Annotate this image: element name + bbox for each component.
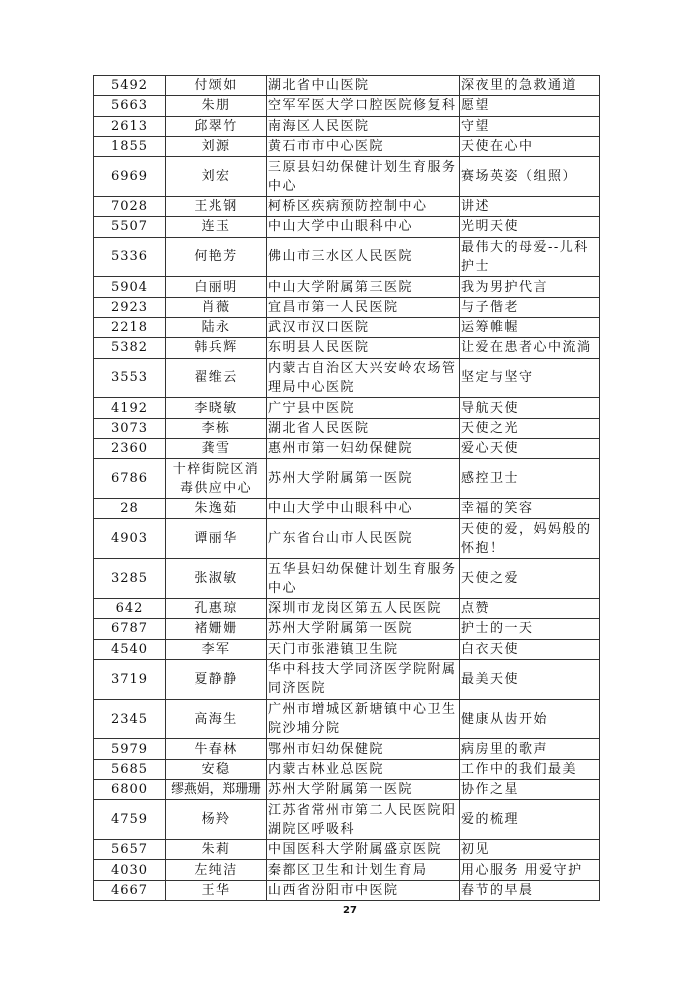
organization: 南海区人民医院 <box>267 116 460 136</box>
entry-id: 28 <box>94 499 166 519</box>
entrant-name: 牛春林 <box>166 739 267 759</box>
work-title: 白衣天使 <box>460 639 600 659</box>
table-row <box>94 639 600 659</box>
entrant-name: 安稳 <box>166 759 267 779</box>
organization: 惠州市第一妇幼保健院 <box>267 438 460 458</box>
entrant-name: 翟维云 <box>166 358 267 398</box>
entrant-name: 孔惠琼 <box>166 598 267 618</box>
entry-id: 6800 <box>94 780 166 800</box>
entrant-name: 王华 <box>166 880 267 900</box>
work-title: 协作之星 <box>460 780 600 800</box>
table-row <box>94 358 600 398</box>
entry-id: 2613 <box>94 116 166 136</box>
organization: 华中科技大学同济医学院附属同济医院 <box>267 659 460 699</box>
entrant-name: 付颂如 <box>166 76 267 96</box>
table-row <box>94 338 600 358</box>
entrant-name: 龚雪 <box>166 438 267 458</box>
table-row <box>94 780 600 800</box>
table-row <box>94 96 600 116</box>
organization: 中山大学中山眼科中心 <box>267 217 460 237</box>
entrant-name: 朱莉 <box>166 840 267 860</box>
table-row <box>94 759 600 779</box>
entrant-name: 白丽明 <box>166 277 267 297</box>
work-title: 幸福的笑容 <box>460 499 600 519</box>
entrant-name: 缪燕娟，郑珊珊 <box>166 780 267 800</box>
organization: 苏州大学附属第一医院 <box>267 780 460 800</box>
work-title: 工作中的我们最美 <box>460 759 600 779</box>
organization: 天门市张港镇卫生院 <box>267 639 460 659</box>
organization: 中国医科大学附属盛京医院 <box>267 840 460 860</box>
entry-id: 5492 <box>94 76 166 96</box>
table-row <box>94 800 600 840</box>
work-title: 最美天使 <box>460 659 600 699</box>
table-row <box>94 840 600 860</box>
organization: 佛山市三水区人民医院 <box>267 237 460 277</box>
entry-id: 6969 <box>94 157 166 197</box>
entrant-name: 张淑敏 <box>166 559 267 599</box>
table-row <box>94 860 600 880</box>
entry-id: 4030 <box>94 860 166 880</box>
work-title: 与子偕老 <box>460 297 600 317</box>
entrant-name: 高海生 <box>166 699 267 739</box>
entrant-name: 何艳芳 <box>166 237 267 277</box>
table-row <box>94 699 600 739</box>
work-title: 爱心天使 <box>460 438 600 458</box>
entrant-name: 肖薇 <box>166 297 267 317</box>
table-row <box>94 499 600 519</box>
entrant-name: 刘宏 <box>166 157 267 197</box>
table-row <box>94 559 600 599</box>
entry-id: 4759 <box>94 800 166 840</box>
table-row <box>94 659 600 699</box>
entry-id: 4540 <box>94 639 166 659</box>
organization: 东明县人民医院 <box>267 338 460 358</box>
work-title: 坚定与坚守 <box>460 358 600 398</box>
entry-id: 5904 <box>94 277 166 297</box>
table-row <box>94 277 600 297</box>
table-row <box>94 459 600 499</box>
table-row <box>94 519 600 559</box>
work-title: 天使的爱，妈妈般的怀抱！ <box>460 519 600 559</box>
entry-id: 2923 <box>94 297 166 317</box>
work-title: 天使之光 <box>460 418 600 438</box>
entries-table <box>93 75 600 901</box>
entry-id: 5663 <box>94 96 166 116</box>
table-row <box>94 196 600 216</box>
page-number: 27 <box>343 905 357 916</box>
organization: 中山大学附属第三医院 <box>267 277 460 297</box>
entrant-name: 谭丽华 <box>166 519 267 559</box>
organization: 秦都区卫生和计划生育局 <box>267 860 460 880</box>
work-title: 春节的早晨 <box>460 880 600 900</box>
organization: 柯桥区疾病预防控制中心 <box>267 196 460 216</box>
entry-id: 3719 <box>94 659 166 699</box>
entrant-name: 十梓街院区消毒供应中心 <box>166 459 267 499</box>
organization: 广宁县中医院 <box>267 398 460 418</box>
entry-id: 2218 <box>94 317 166 337</box>
entrant-name: 连玉 <box>166 217 267 237</box>
work-title: 导航天使 <box>460 398 600 418</box>
entry-id: 5336 <box>94 237 166 277</box>
organization: 鄂州市妇幼保健院 <box>267 739 460 759</box>
entry-id: 6786 <box>94 459 166 499</box>
entry-id: 3553 <box>94 358 166 398</box>
table-row <box>94 398 600 418</box>
entrant-name: 邱翠竹 <box>166 116 267 136</box>
organization: 三原县妇幼保健计划生育服务中心 <box>267 157 460 197</box>
work-title: 运筹帷幄 <box>460 317 600 337</box>
work-title: 赛场英姿（组照） <box>460 157 600 197</box>
entrant-name: 韩兵辉 <box>166 338 267 358</box>
work-title: 守望 <box>460 116 600 136</box>
organization: 苏州大学附属第一医院 <box>267 459 460 499</box>
entrant-name: 李军 <box>166 639 267 659</box>
work-title: 我为男护代言 <box>460 277 600 297</box>
table-row <box>94 237 600 277</box>
organization: 武汉市汉口医院 <box>267 317 460 337</box>
work-title: 光明天使 <box>460 217 600 237</box>
organization: 五华县妇幼保健计划生育服务中心 <box>267 559 460 599</box>
work-title: 让爱在患者心中流淌 <box>460 338 600 358</box>
organization: 内蒙古自治区大兴安岭农场管理局中心医院 <box>267 358 460 398</box>
work-title: 初见 <box>460 840 600 860</box>
work-title: 护士的一天 <box>460 619 600 639</box>
organization: 山西省汾阳市中医院 <box>267 880 460 900</box>
organization: 湖北省人民医院 <box>267 418 460 438</box>
work-title: 用心服务 用爱守护 <box>460 860 600 880</box>
work-title: 点赞 <box>460 598 600 618</box>
entry-id: 6787 <box>94 619 166 639</box>
entry-id: 4667 <box>94 880 166 900</box>
entry-id: 3285 <box>94 559 166 599</box>
entry-id: 2345 <box>94 699 166 739</box>
table-row <box>94 598 600 618</box>
work-title: 天使之爱 <box>460 559 600 599</box>
table-row <box>94 297 600 317</box>
work-title: 讲述 <box>460 196 600 216</box>
entry-id: 1855 <box>94 136 166 156</box>
entrant-name: 夏静静 <box>166 659 267 699</box>
organization: 广州市增城区新塘镇中心卫生院沙埔分院 <box>267 699 460 739</box>
organization: 江苏省常州市第二人民医院阳湖院区呼吸科 <box>267 800 460 840</box>
entry-id: 5685 <box>94 759 166 779</box>
entry-id: 2360 <box>94 438 166 458</box>
table-row <box>94 438 600 458</box>
work-title: 天使在心中 <box>460 136 600 156</box>
work-title: 健康从齿开始 <box>460 699 600 739</box>
table-row <box>94 739 600 759</box>
organization: 中山大学中山眼科中心 <box>267 499 460 519</box>
work-title: 深夜里的急救通道 <box>460 76 600 96</box>
entrant-name: 左纯洁 <box>166 860 267 880</box>
entry-id: 4192 <box>94 398 166 418</box>
entrant-name: 陆永 <box>166 317 267 337</box>
entry-id: 642 <box>94 598 166 618</box>
entry-id: 7028 <box>94 196 166 216</box>
entrant-name: 李栋 <box>166 418 267 438</box>
work-title: 爱的梳理 <box>460 800 600 840</box>
work-title: 最伟大的母爱--儿科护士 <box>460 237 600 277</box>
entry-id: 5979 <box>94 739 166 759</box>
work-title: 感控卫士 <box>460 459 600 499</box>
entrant-name: 李晓敏 <box>166 398 267 418</box>
work-title: 愿望 <box>460 96 600 116</box>
table-row <box>94 217 600 237</box>
organization: 宜昌市第一人民医院 <box>267 297 460 317</box>
table-row <box>94 418 600 438</box>
table-row <box>94 76 600 96</box>
organization: 湖北省中山医院 <box>267 76 460 96</box>
entry-id: 4903 <box>94 519 166 559</box>
entry-id: 5382 <box>94 338 166 358</box>
table-row <box>94 880 600 900</box>
organization: 内蒙古林业总医院 <box>267 759 460 779</box>
entry-id: 5657 <box>94 840 166 860</box>
entrant-name: 朱朋 <box>166 96 267 116</box>
organization: 空军军医大学口腔医院修复科 <box>267 96 460 116</box>
table-row <box>94 157 600 197</box>
work-title: 病房里的歌声 <box>460 739 600 759</box>
table-row <box>94 317 600 337</box>
table-row <box>94 619 600 639</box>
organization: 黄石市市中心医院 <box>267 136 460 156</box>
entrant-name: 杨羚 <box>166 800 267 840</box>
entrant-name: 刘源 <box>166 136 267 156</box>
entrant-name: 褚姗姗 <box>166 619 267 639</box>
organization: 苏州大学附属第一医院 <box>267 619 460 639</box>
entrant-name: 朱逸茹 <box>166 499 267 519</box>
organization: 广东省台山市人民医院 <box>267 519 460 559</box>
organization: 深圳市龙岗区第五人民医院 <box>267 598 460 618</box>
table-row <box>94 116 600 136</box>
table-row <box>94 136 600 156</box>
entry-id: 5507 <box>94 217 166 237</box>
entry-id: 3073 <box>94 418 166 438</box>
entrant-name: 王兆钢 <box>166 196 267 216</box>
